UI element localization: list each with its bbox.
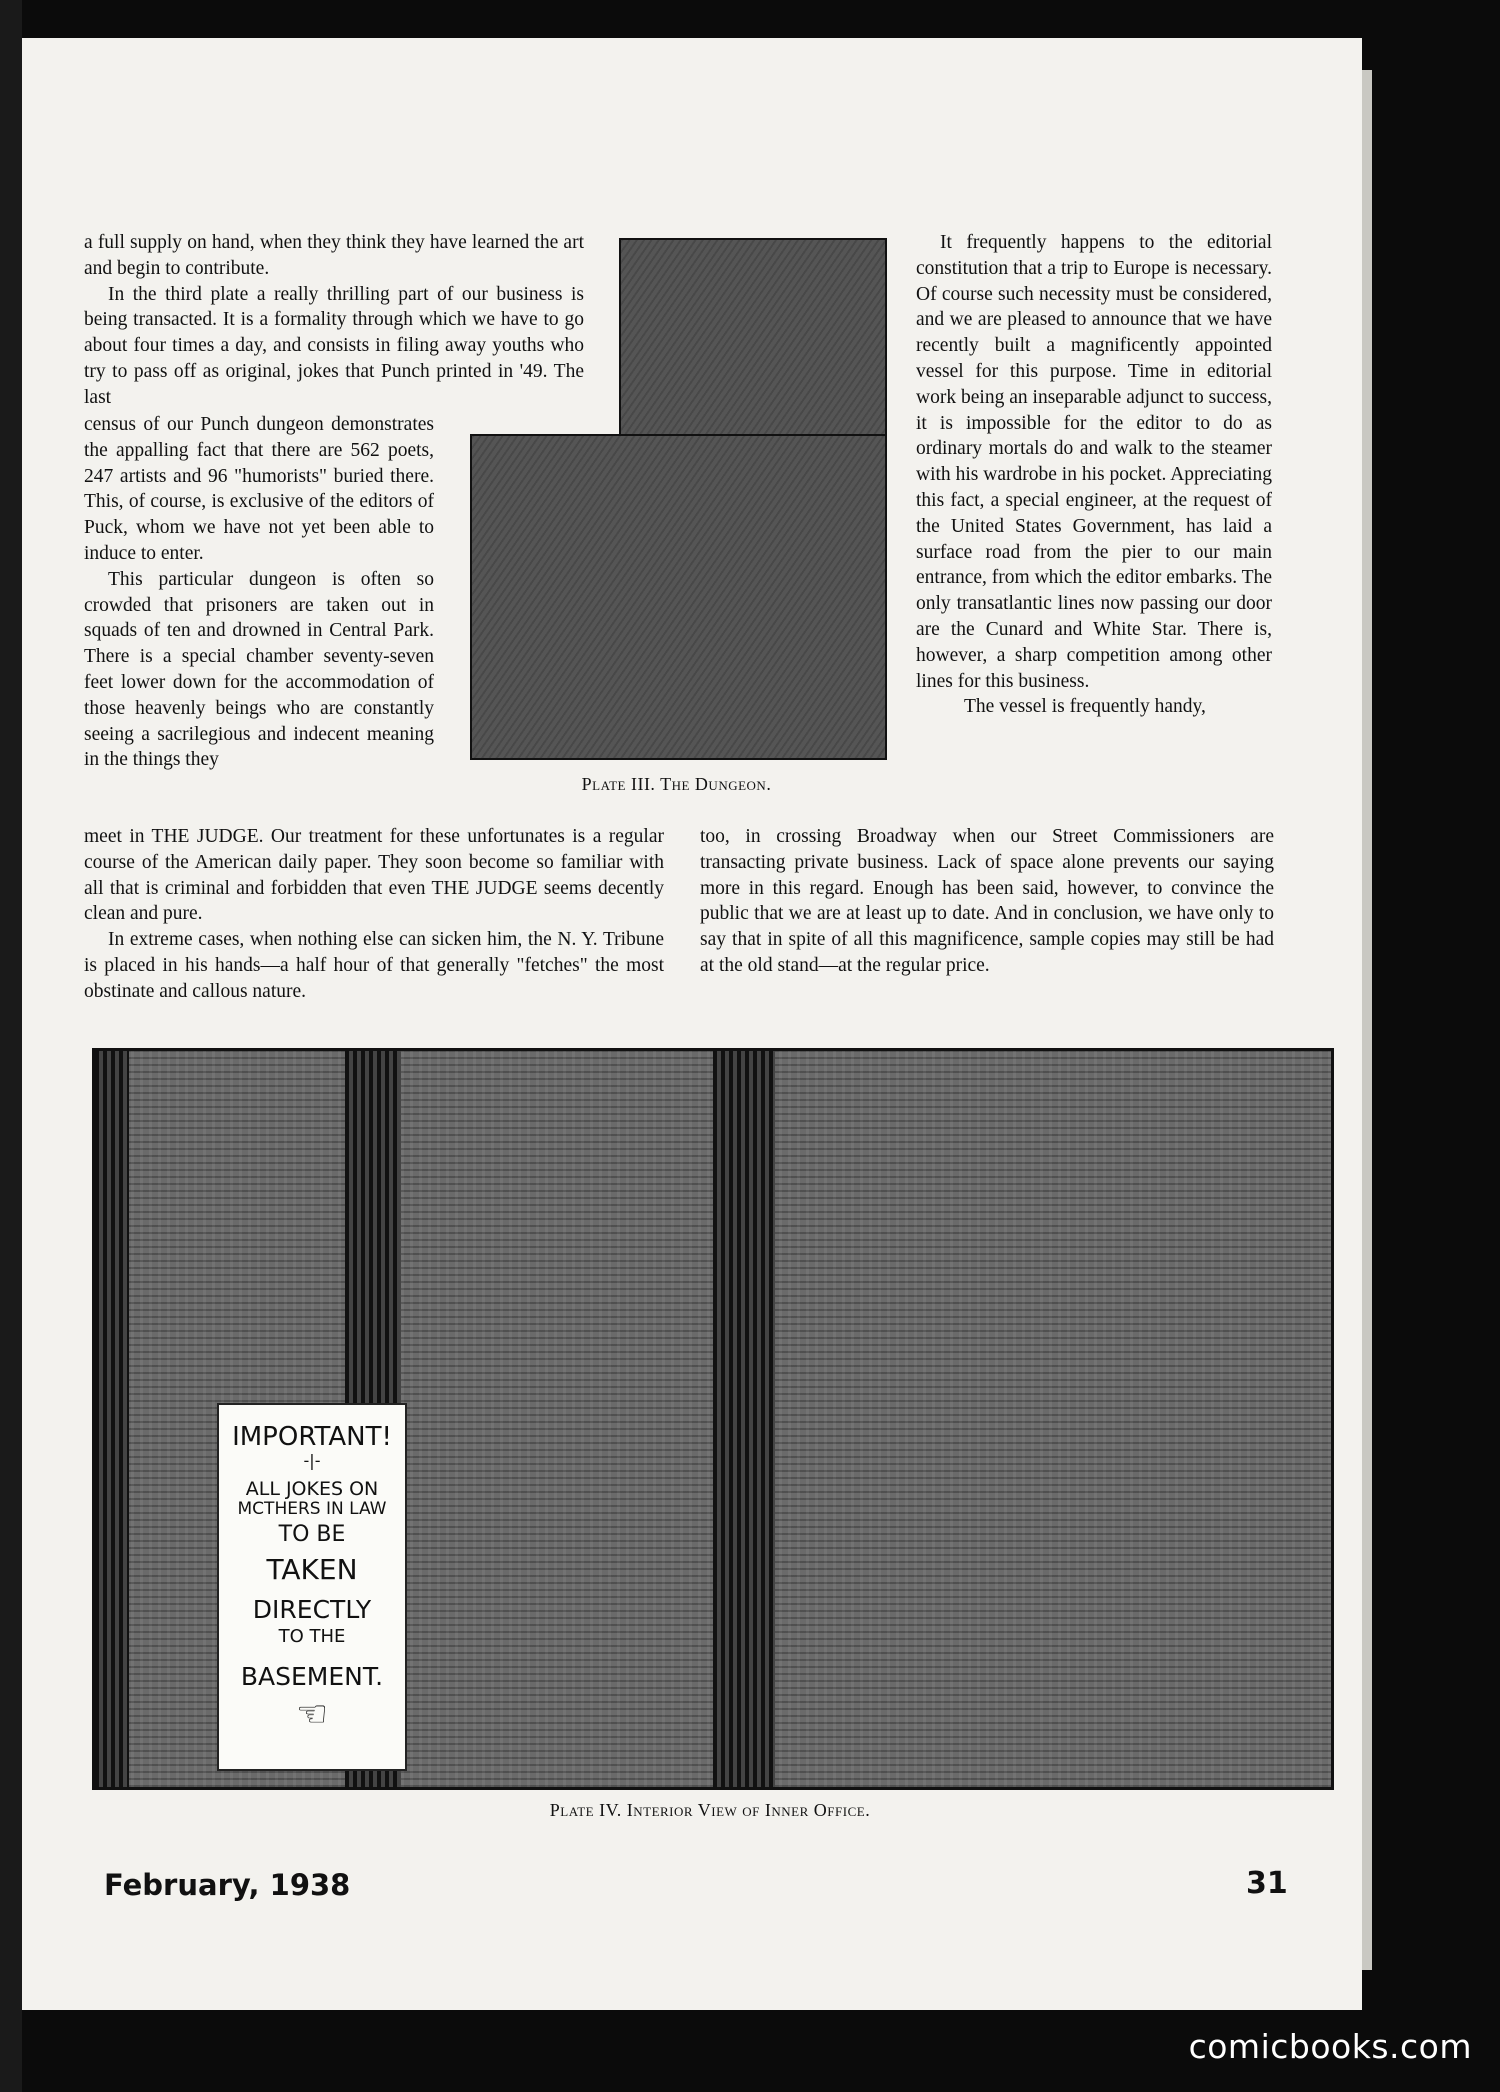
sign-line: -|- [303,1450,321,1470]
page-number: 31 [1246,1866,1288,1901]
watermark: comicbooks.com [1188,2027,1472,2066]
plate-iv-caption: Plate IV. Interior View of Inner Office. [549,1800,871,1820]
plate-iii-caption: Plate III. The Dungeon. [581,774,772,794]
page-edge [1362,70,1372,1970]
paragraph: a full supply on hand, when they think they have learned the art and begin to contribute. [84,232,584,279]
issue-date: February, 1938 [104,1868,351,1902]
sign-line: IMPORTANT! [232,1422,392,1452]
paragraph: The vessel is frequently handy, [964,696,1206,718]
article-right-top [916,230,1272,720]
paragraph: This particular dungeon is often so crowded that prisoners are taken out in squads of ten and drowned in Central Park. There is a special chamber seventy-seven feet lower down for the accommodation of those heavenly beings who are constantly seeing a sacrilegious and indecent meaning in the things they [84,568,434,771]
book-spine [0,0,22,2092]
paragraph: It frequently happens to the editorial constitution that a trip to Europe is necessary. Of course such necessity must be considered, and we are pleased to announce that we have recently built a magnificently appointed vessel for this purpose. Time in editorial work being an inseparable adjunct to success, it is impossible for the editor to do as ordinary mortals do and walk to the steamer with his wardrobe in his pocket. Appreciating this fact, a special engineer, at the request of the United States Government, has laid a surface road from the pier to our main entrance, from which the editor embarks. The only transatlantic lines now passing our door are the Cunard and White Star. There is, however, a sharp competition among other lines for this business. [916,232,1272,692]
sign-line: BASEMENT. [240,1662,384,1692]
paragraph: too, in crossing Broadway when our Street Commissioners are transacting private business. Lack of space alone prevents our saying more in this regard. Enough has been said, however, to convince the public that we are at least up to date. And in conclusion, we have only to say that in spite of all this magnificence, sample copies may still be had at the old stand—at the regular price. [700,826,1274,976]
important-sign [217,1403,407,1771]
sign-line: MCTHERS IN LAW [237,1499,387,1520]
plate-iii-illustration-lower [470,434,887,760]
sign-line: TAKEN [266,1552,358,1586]
article-right-bottom [700,824,1274,979]
article-left-top [84,230,584,411]
paragraph: census of our Punch dungeon demonstrates the appalling fact that there are 562 poets, 247 artists and 96 "humorists" buried there. This, of course, is exclusive of the editors of Puck, whom we have not yet been able to induce to enter. [84,414,434,564]
pillar [95,1051,129,1787]
sign-line: TO THE [278,1626,346,1648]
sign-line: DIRECTLY [252,1594,372,1624]
sign-line: TO BE [278,1521,346,1547]
plate-iii-illustration [619,238,887,440]
paragraph: In the third plate a really thrilling part of our business is being transacted. It is a formality through which we have to go about four times a day, and consists in filing away youths who try to pass off as original, jokes that Punch printed in '49. The last [84,283,584,408]
article-left-mid [84,412,434,773]
paragraph: meet in THE JUDGE. Our treatment for these unfortunates is a regular course of the American daily paper. They soon become so familiar with all that is criminal and forbidden that even THE JUDGE seems decently clean and pure. [84,826,664,925]
pillar [713,1051,775,1787]
sign-line: ALL JOKES ON [245,1478,379,1501]
pointing-hand-icon: ☜ [295,1693,329,1735]
paragraph: In extreme cases, when nothing else can sicken him, the N. Y. Tribune is placed in his hands—a half hour of that generally "fetches" the most obstinate and callous nature. [84,929,664,1002]
article-left-bottom [84,824,664,1005]
plate-iv-illustration [92,1048,1334,1790]
